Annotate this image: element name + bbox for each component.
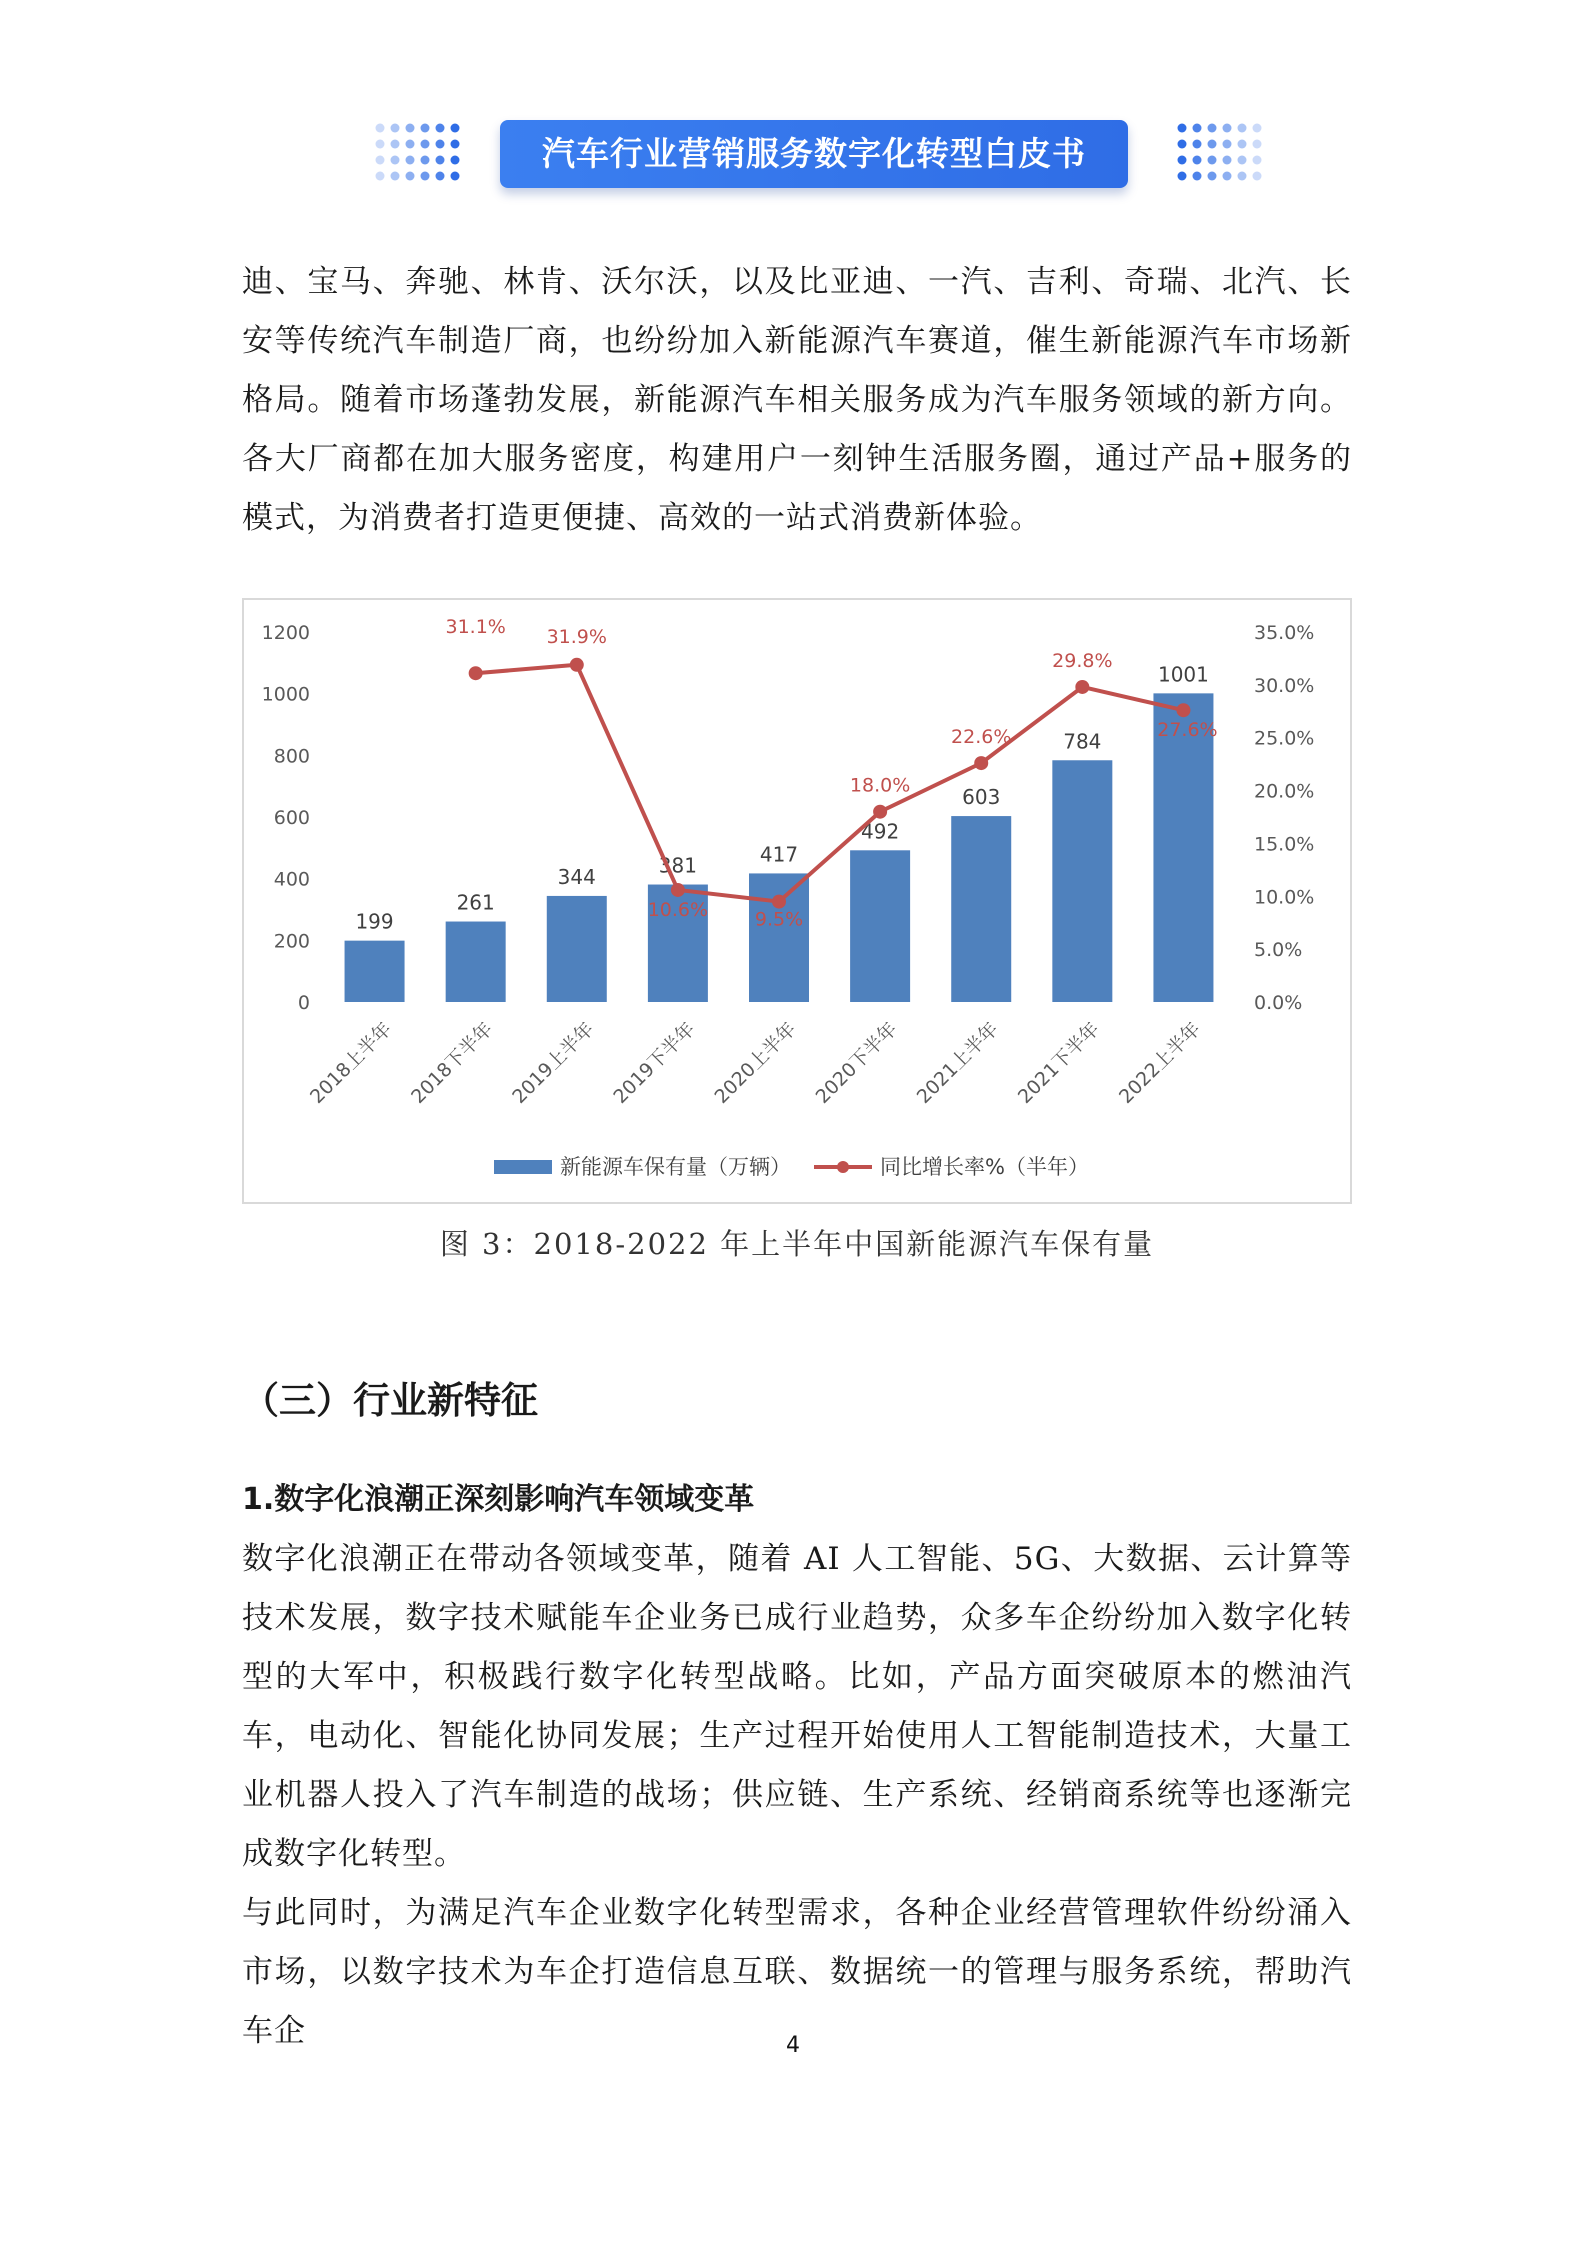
section-title: （三）行业新特征 bbox=[242, 1379, 538, 1422]
decor-dot bbox=[391, 140, 400, 149]
decor-dot bbox=[1253, 124, 1262, 133]
decor-dot bbox=[406, 172, 415, 181]
category-label: 2021上半年 bbox=[912, 1017, 1003, 1109]
decor-dot bbox=[451, 140, 460, 149]
decor-dot bbox=[1193, 124, 1202, 133]
decor-dot bbox=[406, 124, 415, 133]
line-point bbox=[1075, 680, 1089, 694]
decor-dot bbox=[1238, 172, 1247, 181]
left-axis-tick: 800 bbox=[273, 745, 310, 768]
section-subtitle: 1.数字化浪潮正深刻影响汽车领域变革 bbox=[242, 1482, 755, 1517]
category-label: 2020下半年 bbox=[811, 1017, 902, 1109]
decor-dot bbox=[436, 172, 445, 181]
line-value-label: 18.0% bbox=[849, 774, 911, 797]
left-axis-tick: 400 bbox=[273, 868, 310, 891]
left-axis-tick: 200 bbox=[273, 930, 310, 953]
category-label: 2018上半年 bbox=[306, 1017, 397, 1109]
line-value-label: 9.5% bbox=[754, 908, 804, 931]
decor-dot bbox=[421, 156, 430, 165]
document-title-banner: 汽车行业营销服务数字化转型白皮书 bbox=[500, 120, 1128, 188]
bar-value-label: 784 bbox=[1063, 729, 1102, 754]
category-label: 2020上半年 bbox=[710, 1017, 801, 1109]
bar-value-label: 603 bbox=[962, 785, 1001, 810]
decor-dot bbox=[421, 140, 430, 149]
right-axis-tick: 35.0% bbox=[1254, 622, 1315, 644]
bar-value-label: 199 bbox=[355, 909, 394, 934]
right-axis-tick: 30.0% bbox=[1254, 674, 1315, 697]
decor-dot bbox=[1178, 124, 1187, 133]
decor-dot bbox=[1193, 156, 1202, 165]
left-axis-tick: 1200 bbox=[261, 622, 310, 644]
decor-dot bbox=[1253, 156, 1262, 165]
decor-dot bbox=[1238, 156, 1247, 165]
right-axis-tick: 10.0% bbox=[1254, 886, 1315, 909]
decor-dot bbox=[421, 124, 430, 133]
bar bbox=[749, 873, 809, 1002]
left-axis-tick: 1000 bbox=[261, 683, 310, 706]
bar bbox=[345, 941, 405, 1002]
decor-dot bbox=[1253, 172, 1262, 181]
right-axis-tick: 5.0% bbox=[1254, 939, 1303, 962]
decor-dot bbox=[1238, 140, 1247, 149]
decor-dot bbox=[391, 172, 400, 181]
decor-dot bbox=[1178, 172, 1187, 181]
chart-caption: 图 3：2018-2022 年上半年中国新能源汽车保有量 bbox=[439, 1227, 1155, 1261]
line-value-label: 31.1% bbox=[445, 616, 506, 639]
category-label: 2019上半年 bbox=[508, 1017, 599, 1109]
decor-dot bbox=[421, 172, 430, 181]
bar-value-label: 344 bbox=[557, 864, 596, 889]
bar-value-label: 261 bbox=[456, 890, 495, 915]
bar bbox=[850, 850, 910, 1002]
decor-dot bbox=[376, 140, 385, 149]
decor-dot bbox=[376, 156, 385, 165]
line-value-label: 22.6% bbox=[951, 726, 1012, 749]
line-point bbox=[469, 666, 483, 680]
right-axis-tick: 20.0% bbox=[1254, 780, 1315, 803]
left-axis-tick: 600 bbox=[273, 807, 310, 829]
category-label: 2019下半年 bbox=[609, 1017, 700, 1109]
section-paragraph-2: 与此同时，为满足汽车企业数字化转型需求，各种企业经营管理软件纷纷涌入市场，以数字技术为车企打造信息互联、数据统一的管理与服务系统，帮助汽车企 bbox=[242, 1895, 1352, 2049]
bar bbox=[446, 922, 506, 1002]
decor-dot bbox=[391, 124, 400, 133]
decor-dot bbox=[451, 156, 460, 165]
line-value-label: 10.6% bbox=[647, 898, 709, 921]
decor-dot bbox=[1208, 140, 1217, 149]
decor-dot bbox=[1208, 124, 1217, 133]
section-paragraph-1: 数字化浪潮正在带动各领域变革，随着 AI 人工智能、5G、大数据、云计算等技术发展，数字技术赋能车企业务已成行业趋势，众多车企纷纷加入数字化转型的大军中，积极践行数字化转型战略。比如，产品方面突破原本的燃油汽车，电动化、智能化协同发展；生产过程开始使用人工智能制造技术，大量工业机器人投入了汽车制造的战场；供应链、生产系统、经销商系统等也逐渐完成数字化转型。 bbox=[242, 1541, 1352, 1872]
chart-canvas bbox=[244, 600, 1350, 1202]
bar-value-label: 1001 bbox=[1157, 662, 1209, 687]
decor-dot bbox=[436, 124, 445, 133]
decor-dot bbox=[1193, 172, 1202, 181]
line-point bbox=[873, 805, 887, 819]
line-point bbox=[772, 895, 786, 909]
decor-dot bbox=[436, 156, 445, 165]
dot-pattern-right-icon bbox=[1174, 120, 1264, 186]
decor-dot bbox=[1223, 140, 1232, 149]
decor-dot bbox=[1223, 156, 1232, 165]
decor-dot bbox=[376, 124, 385, 133]
decor-dot bbox=[406, 156, 415, 165]
decor-dot bbox=[391, 156, 400, 165]
page-header bbox=[0, 0, 1586, 200]
line-value-label: 29.8% bbox=[1052, 649, 1113, 672]
category-label: 2022上半年 bbox=[1114, 1017, 1205, 1109]
bar bbox=[951, 816, 1011, 1002]
line-value-label: 31.9% bbox=[546, 625, 607, 648]
bar bbox=[547, 896, 607, 1002]
line-point bbox=[570, 658, 584, 672]
decor-dot bbox=[451, 172, 460, 181]
bar-value-label: 492 bbox=[861, 819, 900, 844]
right-axis-tick: 25.0% bbox=[1254, 727, 1315, 750]
category-label: 2021下半年 bbox=[1013, 1017, 1104, 1109]
decor-dot bbox=[376, 172, 385, 181]
page-number: 4 bbox=[786, 2033, 800, 2058]
legend-line-marker bbox=[837, 1161, 849, 1173]
decor-dot bbox=[1253, 140, 1262, 149]
decor-dot bbox=[451, 124, 460, 133]
bar-value-label: 417 bbox=[759, 842, 799, 867]
line-point bbox=[974, 756, 988, 770]
bar bbox=[1052, 760, 1112, 1002]
decor-dot bbox=[1208, 172, 1217, 181]
line-point bbox=[1176, 703, 1190, 717]
category-label: 2018下半年 bbox=[407, 1017, 498, 1109]
bar-value-label: 381 bbox=[658, 853, 697, 878]
decor-dot bbox=[1238, 124, 1247, 133]
decor-dot bbox=[1193, 140, 1202, 149]
left-axis-tick: 0 bbox=[297, 992, 310, 1014]
right-axis-tick: 15.0% bbox=[1254, 833, 1315, 856]
dot-pattern-left-icon bbox=[372, 120, 462, 186]
decor-dot bbox=[1178, 140, 1187, 149]
right-axis-tick: 0.0% bbox=[1254, 992, 1303, 1014]
decor-dot bbox=[1223, 124, 1232, 133]
decor-dot bbox=[1208, 156, 1217, 165]
legend-line-label: 同比增长率%（半年） bbox=[880, 1155, 1089, 1179]
decor-dot bbox=[436, 140, 445, 149]
vehicle-stock-chart bbox=[242, 598, 1352, 1204]
line-point bbox=[671, 883, 685, 897]
decor-dot bbox=[406, 140, 415, 149]
legend-bar-swatch bbox=[494, 1160, 552, 1174]
decor-dot bbox=[1178, 156, 1187, 165]
decor-dot bbox=[1223, 172, 1232, 181]
line-value-label: 27.6% bbox=[1157, 719, 1218, 742]
intro-paragraph: 迪、宝马、奔驰、林肯、沃尔沃，以及比亚迪、一汽、吉利、奇瑞、北汽、长安等传统汽车制造厂商，也纷纷加入新能源汽车赛道，催生新能源汽车市场新格局。随着市场蓬勃发展，新能源汽车相关服务成为汽车服务领域的新方向。各大厂商都在加大服务密度，构建用户一刻钟生活服务圈，通过产品+服务的模式，为消费者打造更便捷、高效的一站式消费新体验。 bbox=[242, 264, 1352, 536]
legend-bar-label: 新能源车保有量（万辆） bbox=[560, 1155, 791, 1179]
